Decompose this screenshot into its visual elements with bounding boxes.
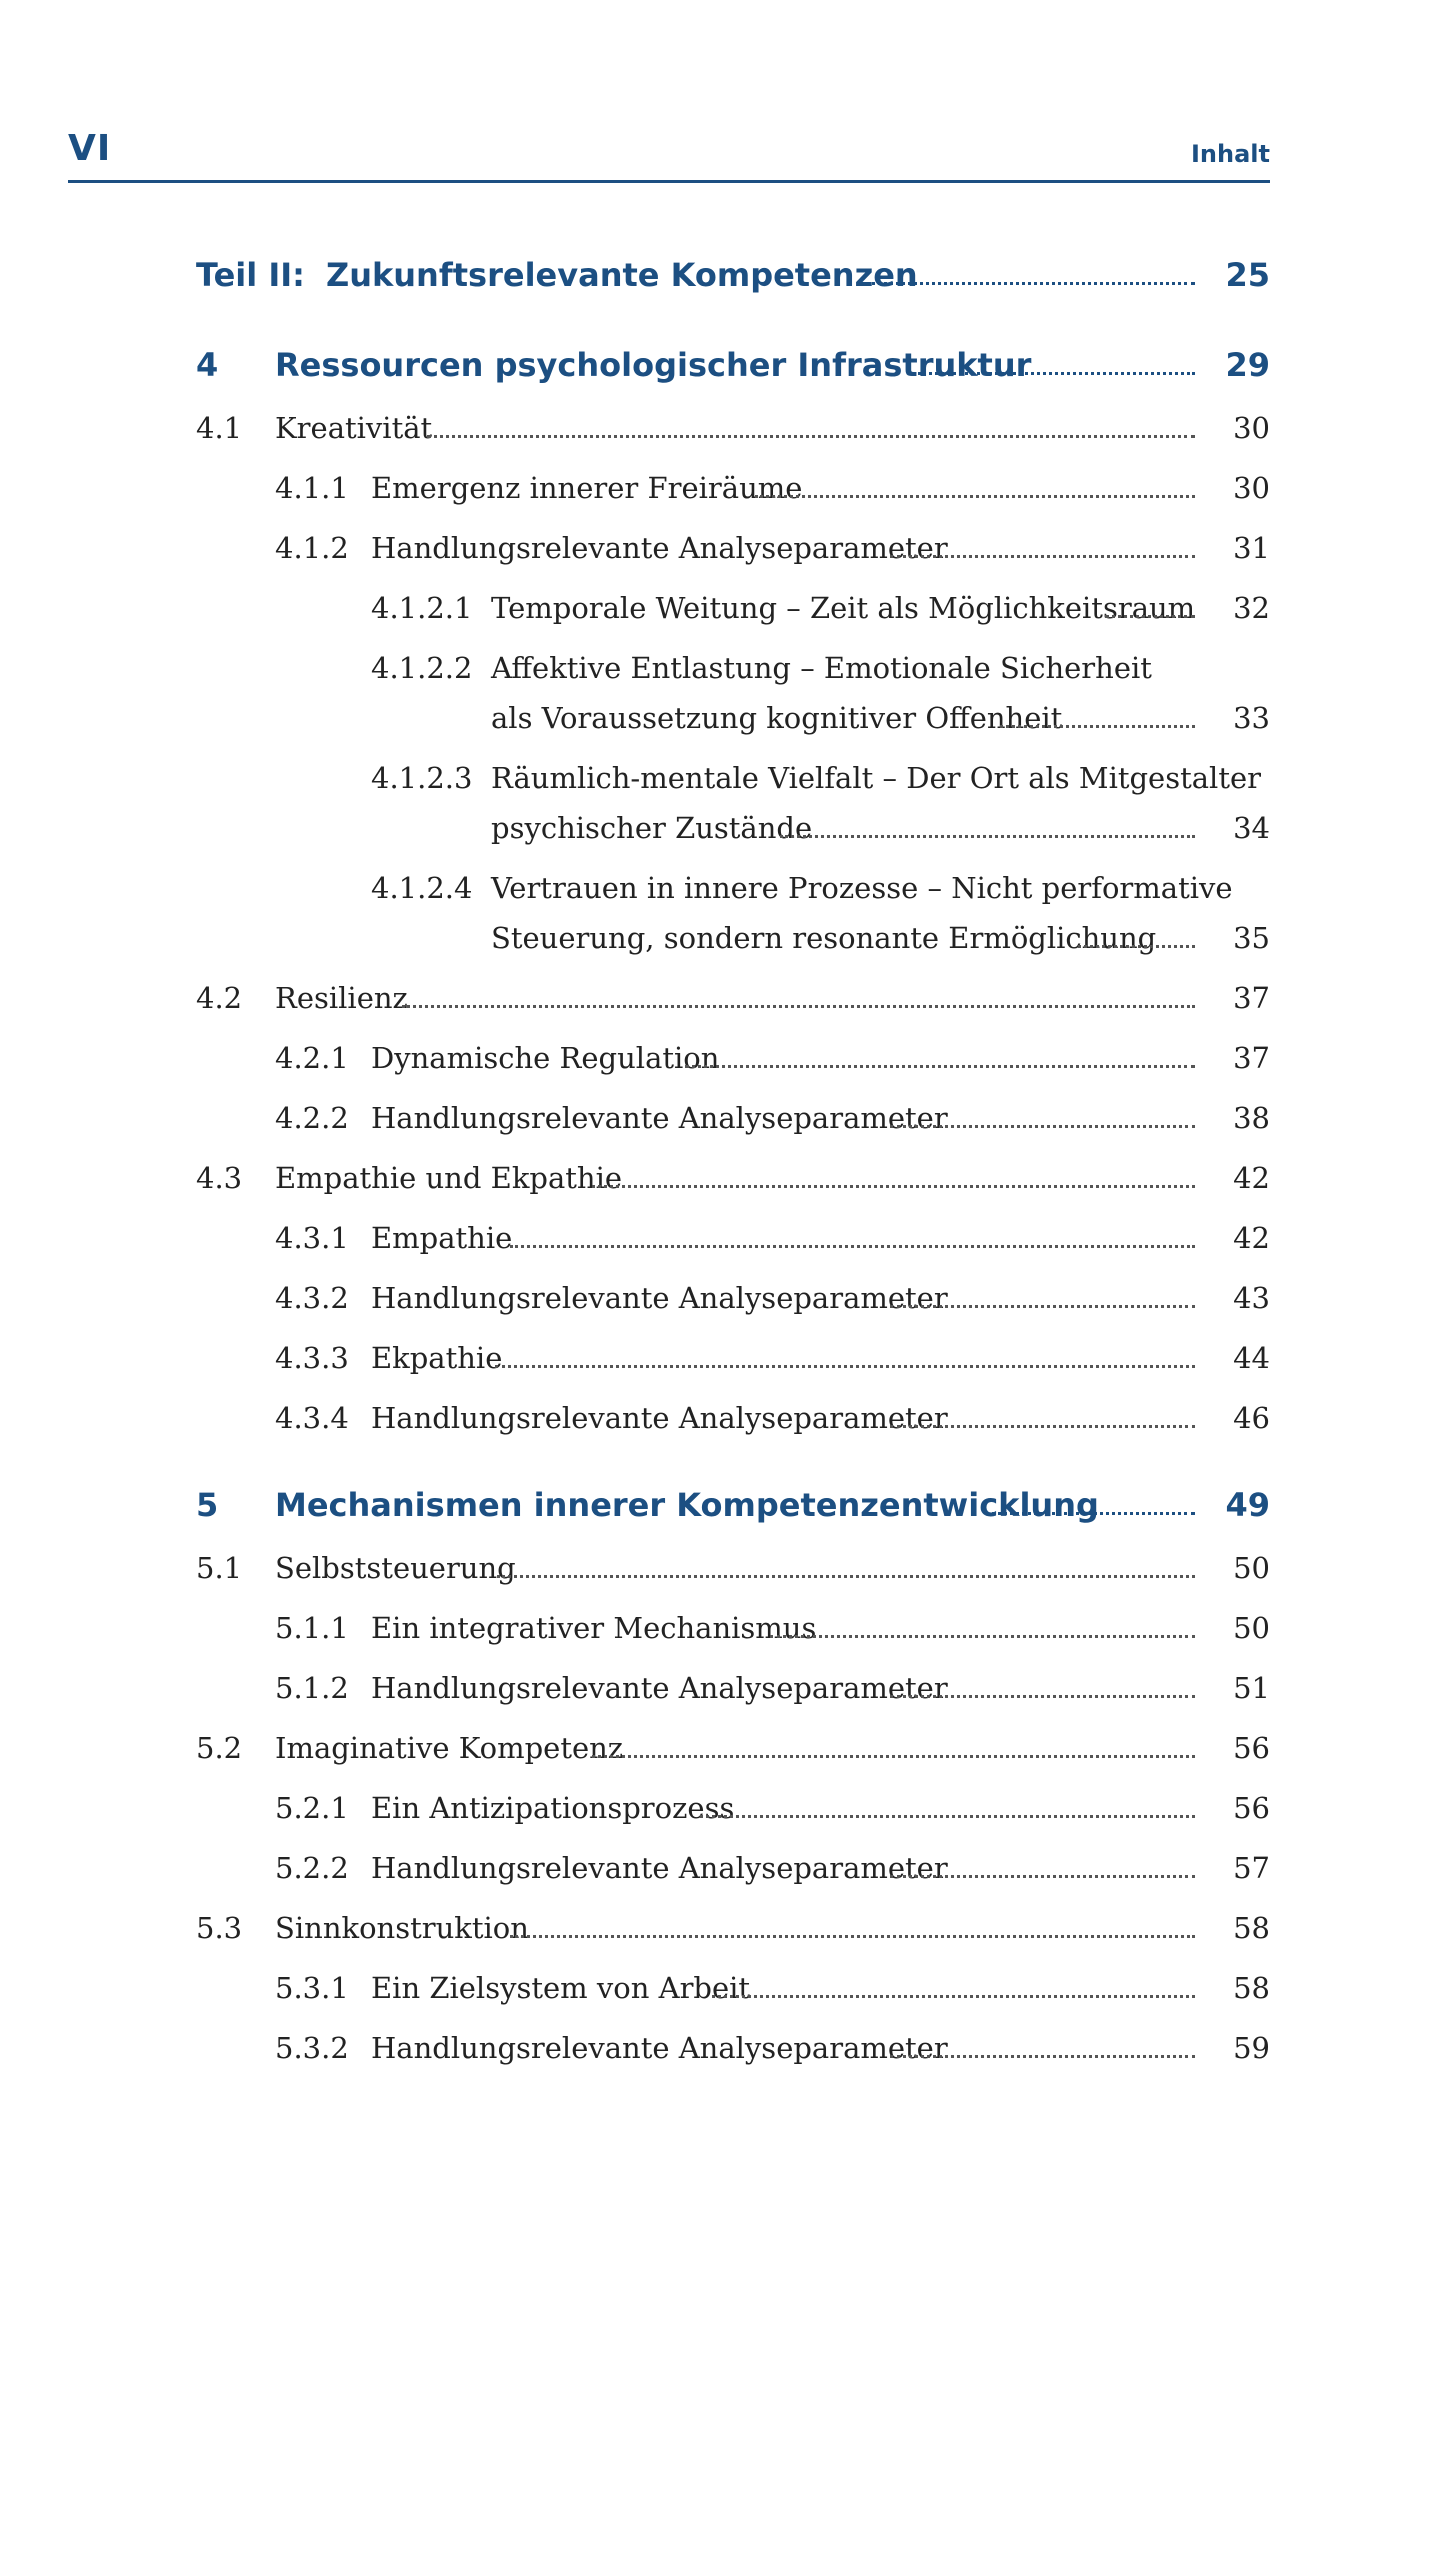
- toc-entry-title: Dynamische Regulation: [371, 1041, 720, 1075]
- toc-page-number: 38: [1233, 1101, 1270, 1135]
- toc-entry-title: Imaginative Kompetenz: [275, 1731, 624, 1765]
- page-number: VI: [68, 128, 112, 169]
- dot-leader: [890, 1842, 1195, 1878]
- toc-page-number: 46: [1233, 1401, 1270, 1435]
- toc-page-number: 30: [1233, 471, 1270, 505]
- toc-chapter-number: 5: [196, 1486, 219, 1524]
- toc-entry-number: 4.2.1: [275, 1041, 349, 1075]
- toc-entry-title: Emergenz innerer Freiräume: [371, 471, 803, 505]
- toc-entry-title: Selbststeuerung: [275, 1551, 516, 1585]
- toc-page-number: 32: [1233, 591, 1270, 625]
- dot-leader: [1105, 582, 1195, 618]
- dot-leader: [712, 1962, 1195, 1998]
- toc-page-number: 37: [1233, 1041, 1270, 1075]
- toc-entry-number: 4.3: [196, 1161, 243, 1195]
- toc-page-number: 58: [1233, 1971, 1270, 2005]
- toc-entry-number: 5.3.2: [275, 2031, 349, 2065]
- toc-page-number: 42: [1233, 1161, 1270, 1195]
- dot-leader: [510, 1212, 1195, 1248]
- toc-entry-title: Ein integrativer Mechanismus: [371, 1611, 817, 1645]
- toc-entry-title: Vertrauen in innere Prozesse – Nicht performative: [491, 871, 1233, 905]
- toc-page-number: 25: [1225, 256, 1270, 294]
- toc-entry-number: 4.3.4: [275, 1401, 349, 1435]
- toc-page-number: 57: [1233, 1851, 1270, 1885]
- toc-entry-title: Empathie: [371, 1221, 513, 1255]
- dot-leader: [985, 1479, 1195, 1515]
- toc-chapter-number: 4: [196, 346, 219, 384]
- dot-leader: [497, 1542, 1195, 1578]
- toc-entry-number: 5.3: [196, 1911, 243, 1945]
- toc-entry-title: Mechanismen innerer Kompetenzentwicklung: [275, 1486, 1099, 1524]
- toc-page-number: 49: [1225, 1486, 1270, 1524]
- dot-leader: [685, 1032, 1195, 1068]
- toc-entry-title: Resilienz: [275, 981, 408, 1015]
- toc-page-number: 35: [1233, 921, 1270, 955]
- toc-part-label: Teil II:: [196, 256, 305, 294]
- toc-page-number: 30: [1233, 411, 1270, 445]
- dot-leader: [1000, 692, 1195, 728]
- toc-entry-number: 5.1: [196, 1551, 243, 1585]
- toc-entry-number: 4.3.1: [275, 1221, 349, 1255]
- toc-entry-title: Handlungsrelevante Analyseparameter: [371, 1101, 948, 1135]
- toc-entry-number: 4.2: [196, 981, 243, 1015]
- toc-entry-title: Ekpathie: [371, 1341, 503, 1375]
- toc-entry-title: Affektive Entlastung – Emotionale Sicherheit: [491, 651, 1152, 685]
- toc-entry-title: Handlungsrelevante Analyseparameter: [371, 531, 948, 565]
- toc-entry-number: 4.3.2: [275, 1281, 349, 1315]
- toc-entry-title: Handlungsrelevante Analyseparameter: [371, 1851, 948, 1885]
- dot-leader: [890, 1092, 1195, 1128]
- toc-entry-number: 4.2.2: [275, 1101, 349, 1135]
- toc-page-number: 50: [1233, 1611, 1270, 1645]
- toc-entry-title: Handlungsrelevante Analyseparameter: [371, 2031, 948, 2065]
- dot-leader: [780, 802, 1195, 838]
- dot-leader: [700, 1782, 1195, 1818]
- dot-leader: [770, 1602, 1195, 1638]
- toc-entry-title-continued: als Voraussetzung kognitiver Offenheit: [491, 701, 1063, 735]
- dot-leader: [427, 402, 1195, 438]
- dot-leader: [890, 522, 1195, 558]
- dot-leader: [402, 972, 1195, 1008]
- running-header-title: Inhalt: [1191, 140, 1270, 168]
- toc-entry-title: Empathie und Ekpathie: [275, 1161, 623, 1195]
- dot-leader: [1078, 912, 1195, 948]
- toc-entry-title: Temporale Weitung – Zeit als Möglichkeitsraum: [491, 591, 1196, 625]
- toc-entry-number: 5.2.2: [275, 1851, 349, 1885]
- toc-entry-number: 4.1.2.3: [371, 761, 473, 795]
- toc-entry-number: 4.1.2.1: [371, 591, 473, 625]
- toc-page-number: 29: [1225, 346, 1270, 384]
- dot-leader: [865, 249, 1195, 285]
- toc-entry-title-continued: Steuerung, sondern resonante Ermöglichung: [491, 921, 1157, 955]
- toc-entry-number: 4.1.2.4: [371, 871, 473, 905]
- dot-leader: [592, 1152, 1195, 1188]
- dot-leader: [890, 1392, 1195, 1428]
- toc-entry-number: 5.1.2: [275, 1671, 349, 1705]
- toc-entry-number: 4.3.3: [275, 1341, 349, 1375]
- toc-page-number: 37: [1233, 981, 1270, 1015]
- toc-entry-number: 4.1: [196, 411, 243, 445]
- toc-page-number: 44: [1233, 1341, 1270, 1375]
- toc-entry-title: Handlungsrelevante Analyseparameter: [371, 1281, 948, 1315]
- toc-entry-title: Räumlich-mentale Vielfalt – Der Ort als Mitgestalter: [491, 761, 1262, 795]
- toc-entry-number: 4.1.2.2: [371, 651, 473, 685]
- dot-leader: [890, 1662, 1195, 1698]
- toc-page-number: 58: [1233, 1911, 1270, 1945]
- toc-page-number: 43: [1233, 1281, 1270, 1315]
- toc-entry-title: Zukunftsrelevante Kompetenzen: [326, 256, 918, 294]
- toc-entry-title-continued: psychischer Zustände: [491, 811, 813, 845]
- toc-page-number: 31: [1233, 531, 1270, 565]
- toc-page-number: 42: [1233, 1221, 1270, 1255]
- toc-page-number: 59: [1233, 2031, 1270, 2065]
- toc-entry-number: 4.1.2: [275, 531, 349, 565]
- toc-entry-title: Ein Zielsystem von Arbeit: [371, 1971, 751, 2005]
- toc-entry-title: Ressourcen psychologischer Infrastruktur: [275, 346, 1032, 384]
- toc-entry-title: Kreativität: [275, 411, 433, 445]
- toc-entry-title: Handlungsrelevante Analyseparameter: [371, 1671, 948, 1705]
- toc-page-number: 56: [1233, 1791, 1270, 1825]
- dot-leader: [755, 462, 1195, 498]
- toc-entry-number: 5.2: [196, 1731, 243, 1765]
- dot-leader: [890, 1272, 1195, 1308]
- toc-page-number: 56: [1233, 1731, 1270, 1765]
- dot-leader: [510, 1902, 1195, 1938]
- toc-page-number: 51: [1233, 1671, 1270, 1705]
- toc-page-number: 50: [1233, 1551, 1270, 1585]
- toc-page-number: 34: [1233, 811, 1270, 845]
- dot-leader: [918, 339, 1195, 375]
- toc-entry-number: 5.2.1: [275, 1791, 349, 1825]
- toc-page-number: 33: [1233, 701, 1270, 735]
- toc-entry-title: Sinnkonstruktion: [275, 1911, 529, 1945]
- toc-entry-number: 4.1.1: [275, 471, 349, 505]
- toc-entry-title: Ein Antizipationsprozess: [371, 1791, 735, 1825]
- toc-entry-number: 5.1.1: [275, 1611, 349, 1645]
- toc-entry-number: 5.3.1: [275, 1971, 349, 2005]
- dot-leader: [592, 1722, 1195, 1758]
- dot-leader: [495, 1332, 1195, 1368]
- toc-entry-title: Handlungsrelevante Analyseparameter: [371, 1401, 948, 1435]
- dot-leader: [890, 2022, 1195, 2058]
